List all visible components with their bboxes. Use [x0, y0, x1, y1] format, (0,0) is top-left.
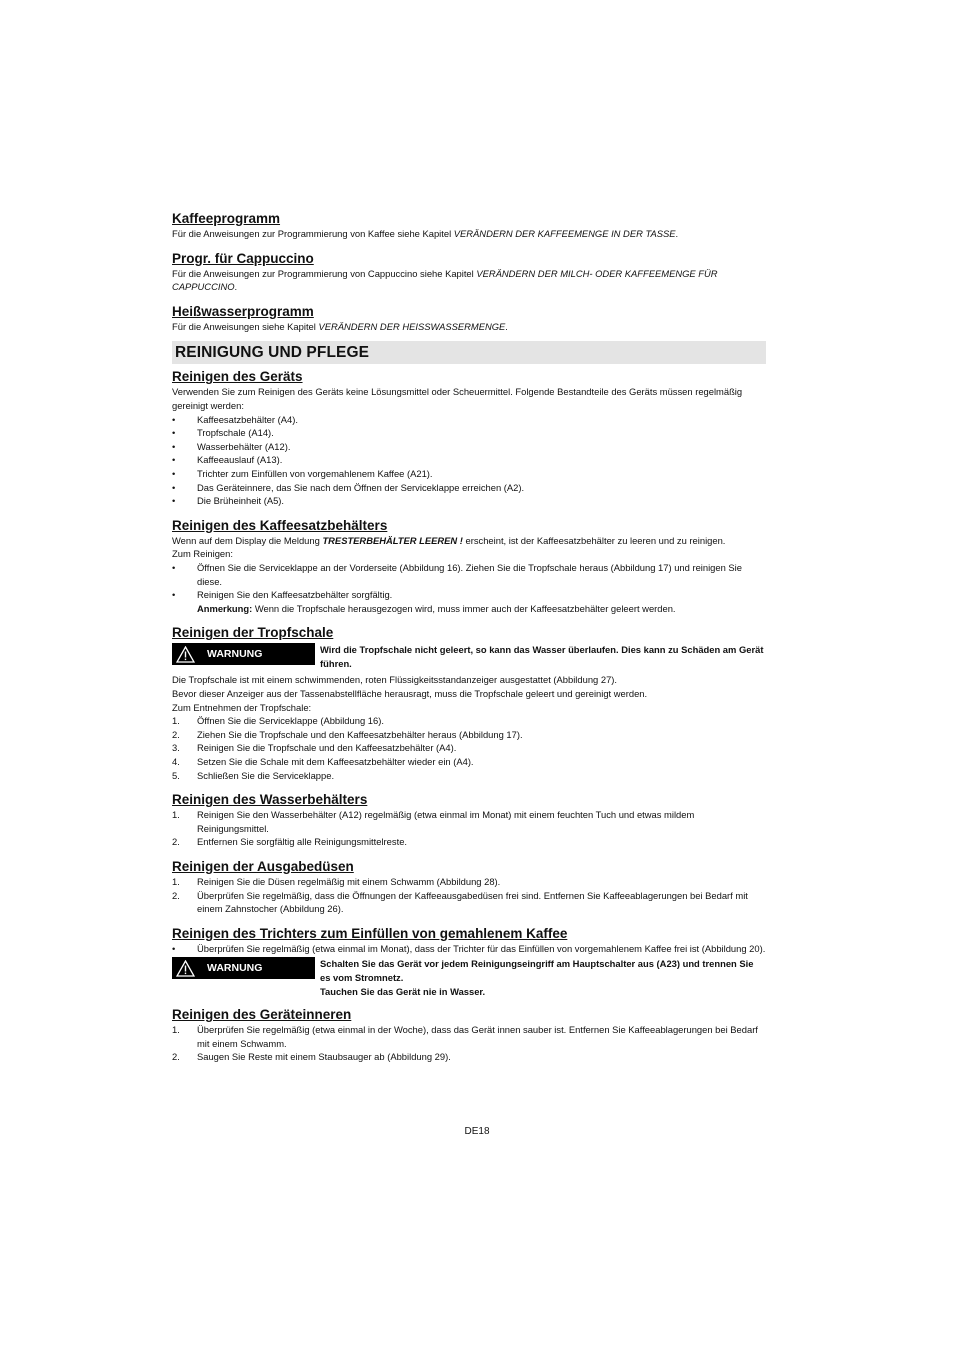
- warning-triangle-icon: [172, 646, 198, 663]
- zum-reinigen: Zum Reinigen:: [172, 548, 233, 560]
- list-item: [172, 588, 766, 615]
- step-number: 4.: [172, 756, 180, 768]
- bullet-marker: •: [172, 467, 176, 479]
- intro-geraet: Verwenden Sie zum Reinigen des Geräts keine Lösungsmittel oder Scheuermittel. Folgende Bestandteile des Geräts müssen regelmäßig gereinigt werden:: [172, 386, 743, 411]
- bullet-marker: •: [172, 481, 176, 493]
- list-duesen-steps: [172, 875, 766, 916]
- bullet-marker: •: [172, 495, 176, 507]
- list-item: [172, 728, 766, 742]
- intro-kaffeesatz: [172, 534, 766, 548]
- chapter-reference: VERÄNDERN DER KAFFEEMENGE IN DER TASSE: [453, 228, 676, 239]
- warning-box: [172, 957, 766, 998]
- para-tropfschale-2: Bevor dieser Anzeiger aus der Tassenabstellfläche herausragt, muss die Tropfschale geleert und gereinigt werden.: [172, 688, 648, 700]
- list-wasser-steps: [172, 808, 766, 849]
- list-item-text: Wasserbehälter (A12).: [197, 440, 291, 452]
- list-item: [172, 714, 766, 728]
- warning-line: Schalten Sie das Gerät vor jedem Reinigungseingriff am Hauptschalter aus (A23) und trennen Sie es vom Stromnetz.: [320, 958, 754, 983]
- text-segment: Für die Anweisungen zur Programmierung von Kaffee siehe Kapitel: [172, 228, 454, 239]
- text-cappuccino: [172, 267, 766, 294]
- list-item: [172, 835, 766, 849]
- list-item-text: Überprüfen Sie regelmäßig (etwa einmal in der Woche), dass das Gerät innen sauber ist. Entfernen Sie Kaffeeablagerungen bei Bedarf mit einem Schwamm.: [197, 1024, 758, 1049]
- text-heisswasser: [172, 320, 766, 334]
- heading-trichter: Reinigen des Trichters zum Einfüllen von gemahlenem Kaffee: [172, 925, 568, 941]
- list-trichter: [172, 942, 766, 956]
- list-item-text: Überprüfen Sie regelmäßig, dass die Öffnungen der Kaffeeausgabedüsen frei sind. Entfernen Sie Kaffeeablagerungen bei Bedarf mit einem Zahnstocher (Abbildung 26).: [197, 889, 748, 915]
- text-segment: .: [675, 228, 679, 239]
- list-item: [172, 942, 766, 956]
- warning-label: WARNUNG: [207, 962, 263, 975]
- list-item: [172, 889, 766, 916]
- heading-geraeteinneren: Reinigen des Geräteinneren: [172, 1007, 352, 1023]
- list-item-text: Die Brüheinheit (A5).: [197, 495, 285, 507]
- list-item: [172, 1050, 766, 1064]
- heading-kaffeeprogramm: Kaffeeprogramm: [172, 211, 281, 226]
- list-item: [172, 755, 766, 769]
- list-tropfschale-steps: [172, 714, 766, 782]
- step-number: 1.: [172, 809, 180, 821]
- list-item-text: Trichter zum Einfüllen von vorgemahlenem Kaffee (A21).: [197, 467, 433, 479]
- text-segment: Für die Anweisungen siehe Kapitel: [172, 320, 319, 332]
- list-item-text: Reinigen Sie den Kaffeesatzbehälter sorgfältig.: [197, 589, 393, 601]
- list-item-text: Reinigen Sie den Wasserbehälter (A12) regelmäßig (etwa einmal im Monat) mit einem feuchten Tuch und etwas mildem Reinigungsmittel.: [197, 809, 695, 834]
- list-item-text: Reinigen Sie die Düsen regelmäßig mit einem Schwamm (Abbildung 28).: [197, 876, 501, 887]
- step-number: 2.: [172, 889, 180, 901]
- note-text: Wenn die Tropfschale herausgezogen wird, muss immer auch der Kaffeesatzbehälter geleert werden.: [252, 602, 676, 614]
- list-item: [172, 413, 766, 427]
- main-heading: REINIGUNG UND PFLEGE: [175, 343, 370, 361]
- list-item-text: Öffnen Sie die Serviceklappe an der Vorderseite (Abbildung 16). Ziehen Sie die Tropfschale heraus (Abbildung 17) und reinigen Sie diese.: [197, 561, 742, 587]
- text-segment: erscheint, ist der Kaffeesatzbehälter zu leeren und zu reinigen.: [462, 534, 726, 546]
- chapter-reference: VERÄNDERN DER HEISSWASSERMENGE: [318, 320, 506, 332]
- list-item: [172, 440, 766, 454]
- list-item-text: Schließen Sie die Serviceklappe.: [197, 769, 335, 781]
- list-item: [172, 1023, 766, 1050]
- list-item: [172, 453, 766, 467]
- warning-badge: [172, 643, 315, 665]
- heading-ausgabeduesen: Reinigen der Ausgabedüsen: [172, 859, 354, 874]
- list-geraet-parts: [172, 413, 766, 508]
- step-number: 1.: [172, 1024, 180, 1036]
- bullet-marker: •: [172, 589, 176, 601]
- warning-text: [320, 957, 766, 998]
- warning-box: [172, 643, 766, 670]
- note-label: Anmerkung:: [197, 602, 253, 614]
- list-item: [172, 481, 766, 495]
- bullet-marker: •: [172, 427, 176, 439]
- list-item-text: Kaffeesatzbehälter (A4).: [197, 413, 298, 425]
- list-item-text: Tropfschale (A14).: [197, 427, 274, 439]
- warning-line: Tauchen Sie das Gerät nie in Wasser.: [320, 985, 486, 997]
- list-item-text: Saugen Sie Reste mit einem Staubsauger ab (Abbildung 29).: [197, 1051, 451, 1063]
- heading-cappuccino: Progr. für Cappuccino: [172, 250, 314, 266]
- list-item-text: Entfernen Sie sorgfältig alle Reinigungsmittelreste.: [197, 836, 408, 848]
- step-number: 5.: [172, 769, 180, 781]
- list-item: [172, 426, 766, 440]
- warning-label: WARNUNG: [207, 648, 263, 661]
- step-number: 3.: [172, 742, 180, 754]
- list-item: [172, 561, 766, 588]
- text-kaffeeprogramm: [172, 227, 766, 241]
- text-segment: .: [234, 281, 238, 293]
- chapter-reference: VERÄNDERN DER MILCH- ODER KAFFEEMENGE FÜR CAPPUCCINO: [172, 267, 718, 293]
- step-number: 1.: [172, 715, 180, 727]
- page-content: [172, 210, 766, 1064]
- step-number: 2.: [172, 728, 180, 740]
- list-item: [172, 494, 766, 508]
- text-segment: Wenn auf dem Display die Meldung: [172, 534, 323, 546]
- warning-triangle-icon: [172, 960, 198, 977]
- list-innen-steps: [172, 1023, 766, 1064]
- list-item-text: Das Geräteinnere, das Sie nach dem Öffnen der Serviceklappe erreichen (A2).: [197, 481, 525, 493]
- list-item-text: Kaffeeauslauf (A13).: [197, 454, 283, 466]
- list-item-text: Ziehen Sie die Tropfschale und den Kaffeesatzbehälter heraus (Abbildung 17).: [197, 728, 523, 740]
- text-segment: Für die Anweisungen zur Programmierung von Cappuccino siehe Kapitel: [172, 267, 477, 279]
- list-kaffeesatz-steps: [172, 561, 766, 615]
- list-item: [172, 769, 766, 783]
- list-item: [172, 467, 766, 481]
- heading-heisswasser: Heißwasserprogramm: [172, 303, 314, 319]
- step-number: 2.: [172, 836, 180, 848]
- bullet-marker: •: [172, 440, 176, 452]
- list-item-text: Überprüfen Sie regelmäßig (etwa einmal im Monat), dass der Trichter für das Einfüllen von vorgemahlenem Kaffee frei ist (Abbildung 20).: [197, 942, 766, 954]
- text-segment: .: [505, 320, 508, 332]
- list-item-text: Reinigen Sie die Tropfschale und den Kaffeesatzbehälter (A4).: [197, 742, 457, 754]
- list-item-text: Öffnen Sie die Serviceklappe (Abbildung 16).: [197, 715, 384, 727]
- bullet-marker: •: [172, 942, 176, 954]
- para-tropfschale-3: Zum Entnehmen der Tropfschale:: [172, 701, 312, 713]
- step-number: 2.: [172, 1051, 180, 1063]
- list-item: [172, 808, 766, 835]
- section-heading-bar: [172, 341, 766, 364]
- heading-wasserbehaelter: Reinigen des Wasserbehälters: [172, 792, 368, 808]
- warning-text: Wird die Tropfschale nicht geleert, so kann das Wasser überlaufen. Dies kann zu Schäden am Gerät führen.: [320, 644, 764, 669]
- bullet-marker: •: [172, 413, 176, 425]
- page-number: DE18: [464, 1126, 490, 1137]
- heading-tropfschale: Reinigen der Tropfschale: [172, 625, 334, 641]
- list-item: [172, 741, 766, 755]
- step-number: 1.: [172, 876, 180, 887]
- warning-badge: [172, 957, 315, 979]
- heading-reinigen-geraet: Reinigen des Geräts: [172, 369, 303, 385]
- list-item: [172, 875, 766, 889]
- bullet-marker: •: [172, 561, 176, 573]
- list-item-text: Setzen Sie die Schale mit dem Kaffeesatzbehälter wieder ein (A4).: [197, 756, 474, 768]
- bullet-marker: •: [172, 454, 176, 466]
- para-tropfschale-1: Die Tropfschale ist mit einem schwimmenden, roten Flüssigkeitsstandanzeiger ausgestattet (Abbildung 27).: [172, 674, 618, 686]
- heading-kaffeesatzbehaelter: Reinigen des Kaffeesatzbehälters: [172, 517, 388, 533]
- display-message: TRESTERBEHÄLTER LEEREN !: [322, 534, 463, 546]
